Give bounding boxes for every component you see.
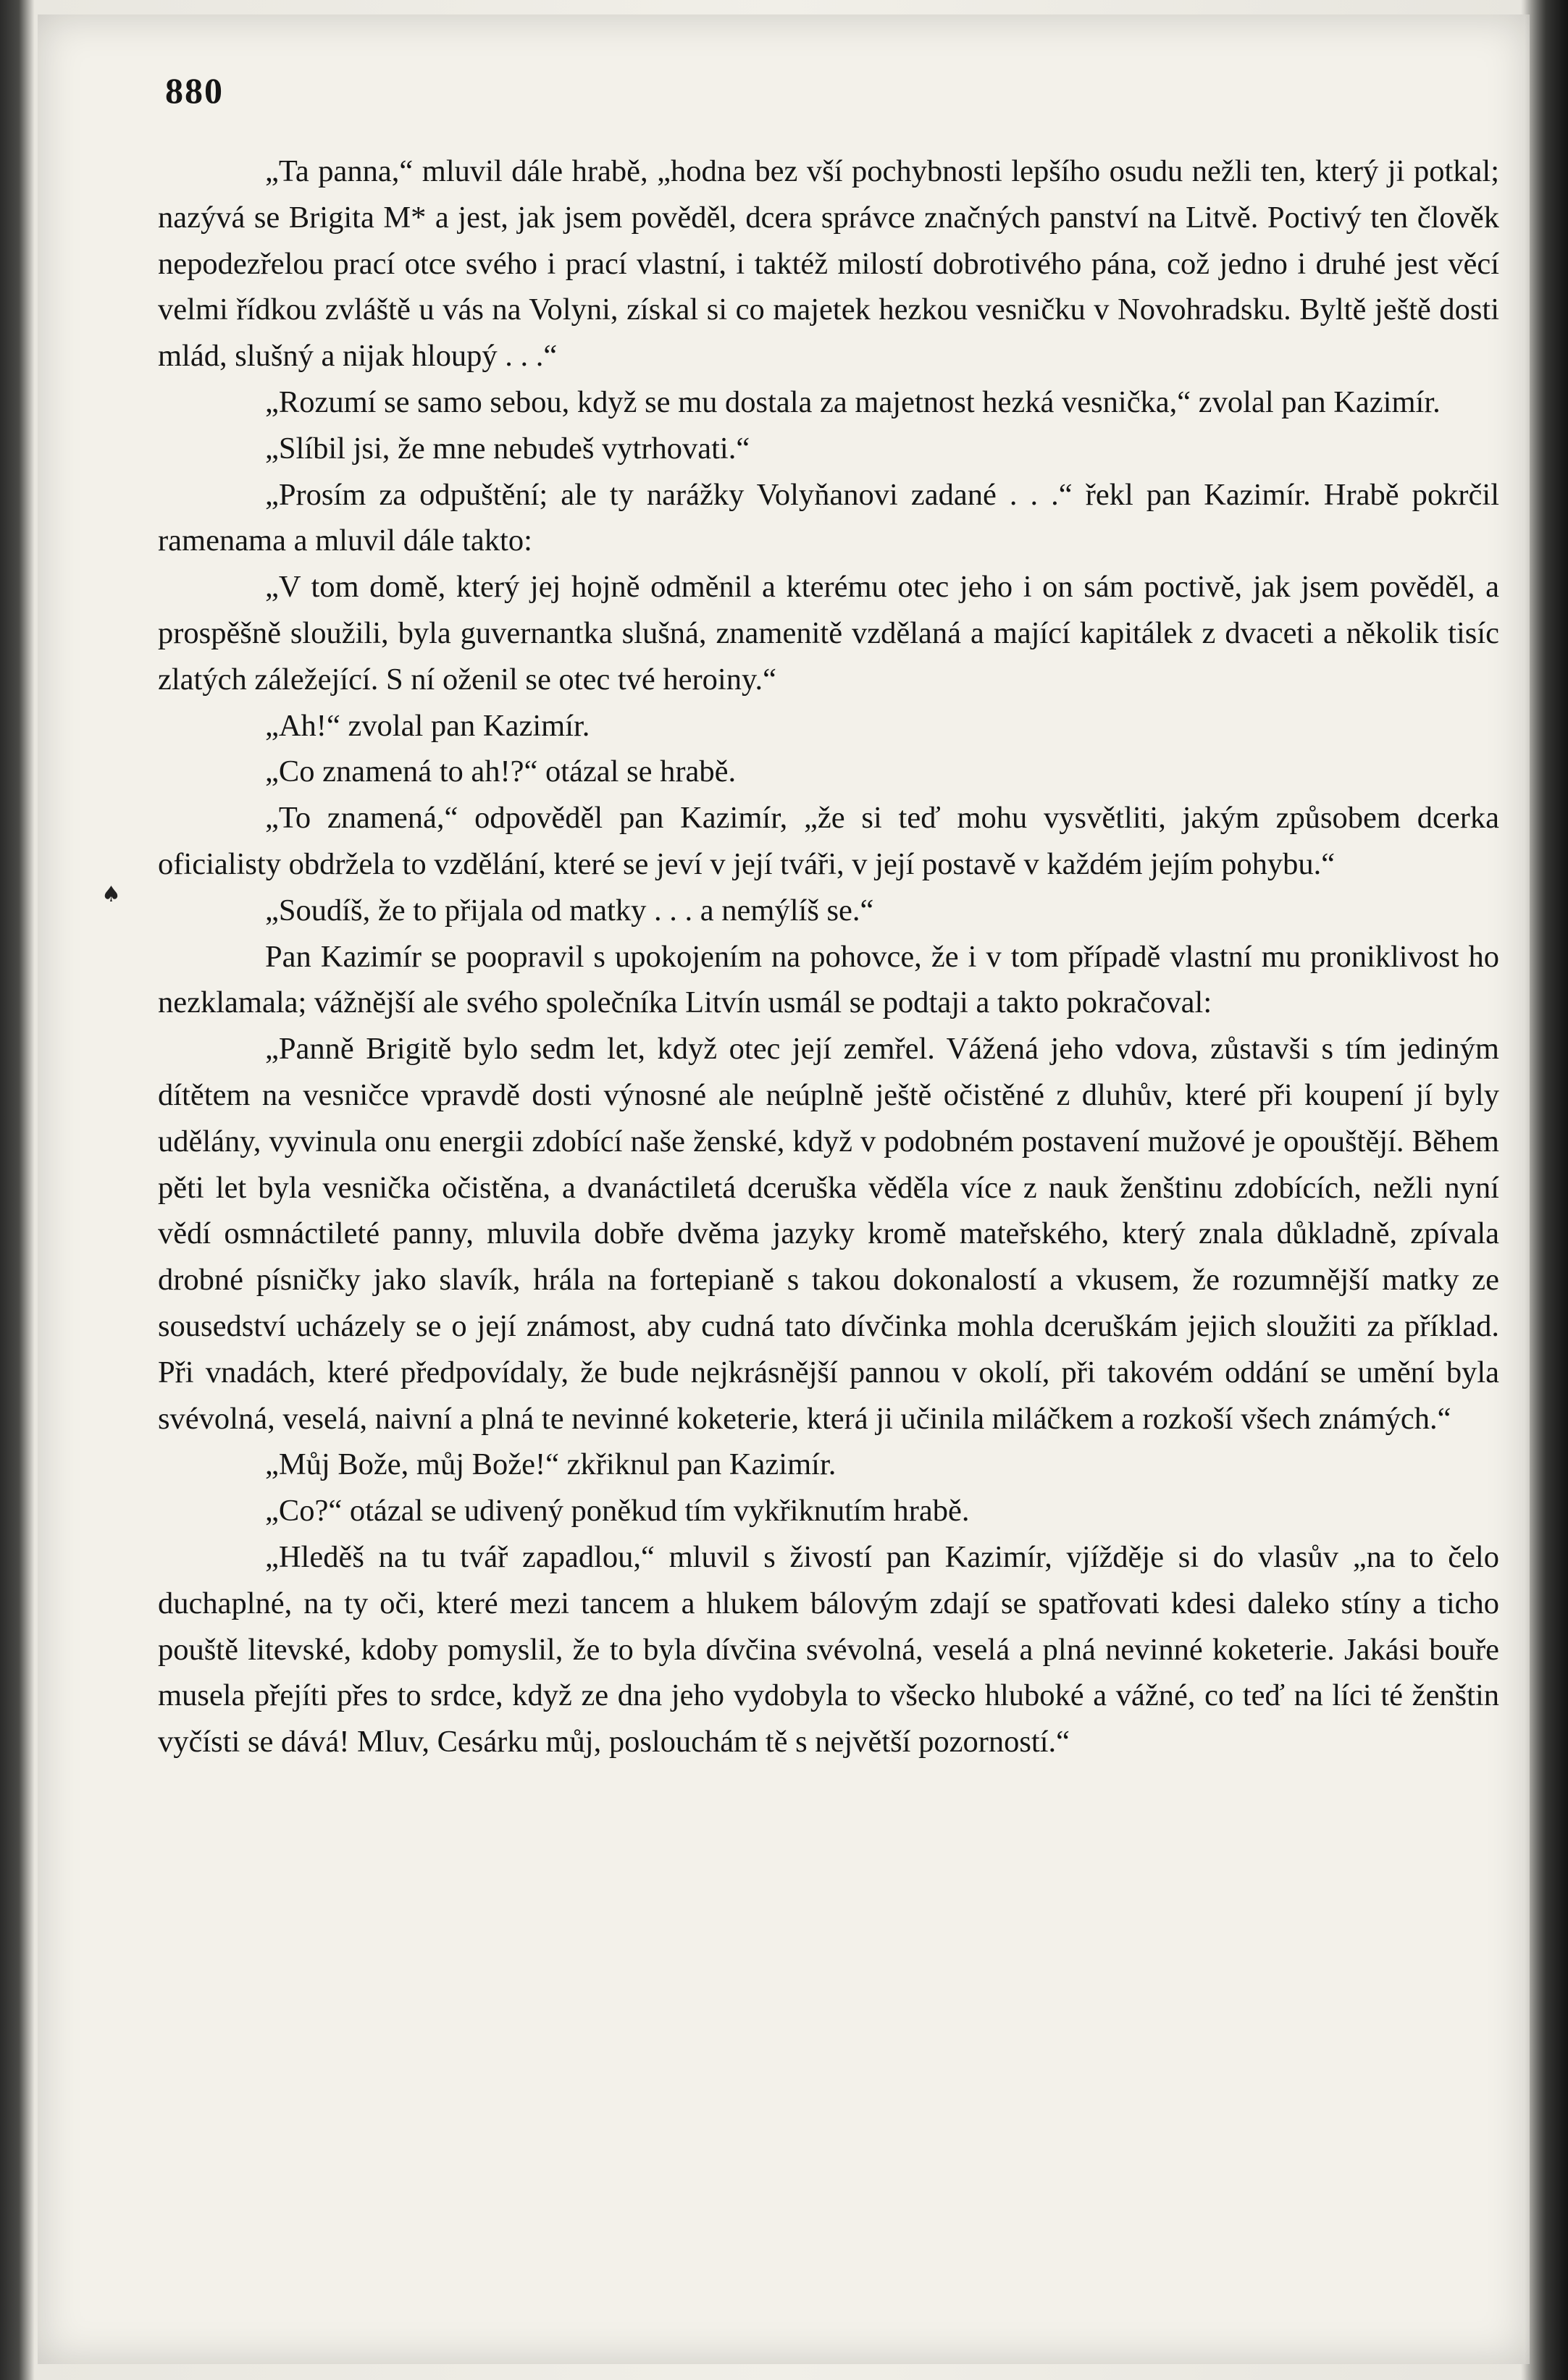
- paragraph: „To znamená,“ odpověděl pan Kazimír, „že si teď mohu vysvětliti, jakým způsobem dcerka oficialisty obdržela to vzdělání, které se jeví v její tváři, v její postavě v každém jejím pohybu.“: [158, 801, 1499, 881]
- paragraph: „Co znamená to ah!?“ otázal se hrabě.: [265, 754, 737, 789]
- paragraph: „Slíbil jsi, že mne nebudeš vytrhovati.“: [265, 431, 750, 466]
- paragraph: „Soudíš, že to přijala od matky . . . a nemýlíš se.“: [265, 893, 874, 928]
- paragraph: Pan Kazimír se poopravil s upokojením na pohovce, že i v tom případě vlastní mu proniklivost ho nezklamala; vážnější ale svého společníka Litvín usmál se podtaji a takto pokračoval:: [158, 939, 1499, 1020]
- paragraph: „Hleděš na tu tvář zapadlou,“ mluvil s živostí pan Kazimír, vjížděje si do vlasův „na to čelo duchaplné, na ty oči, které mezi tancem a hlukem bálovým zdají se spatřovati kdesi daleko stíny a ticho pouště litevské, kdoby pomyslil, že to byla dívčina svévolná, veselá a plná nevinné koketerie. Jakási bouře musela přejíti přes to srdce, když ze dna jeho vydobyla to všecko hluboké a vážné, co teď na líci té ženštin vyčísti se dává! Mluv, Cesárku můj, poslouchám tě s největší pozorností.“: [158, 1539, 1499, 1759]
- paragraph: „Rozumí se samo sebou, když se mu dostala za majetnost hezká vesnička,“ zvolal pan Kazimír.: [265, 384, 1441, 419]
- paragraph: „V tom domě, který jej hojně odměnil a kterému otec jeho i on sám poctivě, jak jsem pověděl, a prospěšně sloužili, byla guvernantka slušná, znamenitě vzdělaná a mající kapitálek z dvaceti a několik tisíc zlatých záležející. S ní oženil se otec tvé heroiny.“: [158, 570, 1499, 697]
- margin-mark: ♠: [101, 882, 121, 907]
- page-number: 880: [165, 70, 224, 111]
- page-edge-shadow: [1525, 0, 1568, 2380]
- paragraph: „Ta panna,“ mluvil dále hrabě, „hodna bez vší pochybnosti lepšího osudu nežli ten, který ji potkal; nazývá se Brigita M* a jest, jak jsem pověděl, dcera správce značných panství na Litvě. Poctivý ten člověk nepodezřelou prací otce svého i prací vlastní, i taktéž milostí dobrotivého pána, což jedno i druhé jest věcí velmi řídkou zvláště u vás na Volyni, získal si co majetek hezkou vesničku v Novohradsku. Byltě ještě dosti mlád, slušný a nijak hloupý . . .“: [158, 154, 1499, 374]
- paragraph: „Co?“ otázal se udivený poněkud tím vykřiknutím hrabě.: [265, 1494, 970, 1529]
- paragraph: „Prosím za odpuštění; ale ty narážky Volyňanovi zadané . . .“ řekl pan Kazimír. Hrabě pokrčil ramenama a mluvil dále takto:: [158, 477, 1499, 558]
- paragraph: „Panně Brigitě bylo sedm let, když otec její zemřel. Vážená jeho vdova, zůstavši s tím jediným dítětem na vesničce vpravdě dosti výnosné ale neúplně ještě očistěné z dluhův, které při koupení jí byly udělány, vyvinula onu energii zdobící naše ženské, když v podobném postavení mužové je opouštějí. Během pěti let byla vesnička očistěna, a dvanáctiletá dceruška věděla více z nauk ženštinu zdobících, nežli nyní vědí osmnáctileté panny, mluvila dobře dvěma jazyky kromě mateřského, který znala důkladně, zpívala drobné písničky jako slavík, hrála na fortepianě s takou dokonalostí a vkusem, že rozumnější matky ze sousedství ucházely se o její známost, aby cudná tato dívčinka mohla dceruškám jejich sloužiti za příklad. Při vnadách, které předpovídaly, že bude nejkrásnější pannou v okolí, při takovém oddání se umění byla svévolná, veselá, naivní a plná te nevinné koketerie, která ji učinila miláčkem a rozkoší všech známých.“: [158, 1032, 1499, 1436]
- paragraph: „Ah!“ zvolal pan Kazimír.: [265, 708, 590, 743]
- body-text: [158, 148, 1499, 1765]
- paragraph: „Můj Bože, můj Bože!“ zkřiknul pan Kazimír.: [265, 1447, 837, 1482]
